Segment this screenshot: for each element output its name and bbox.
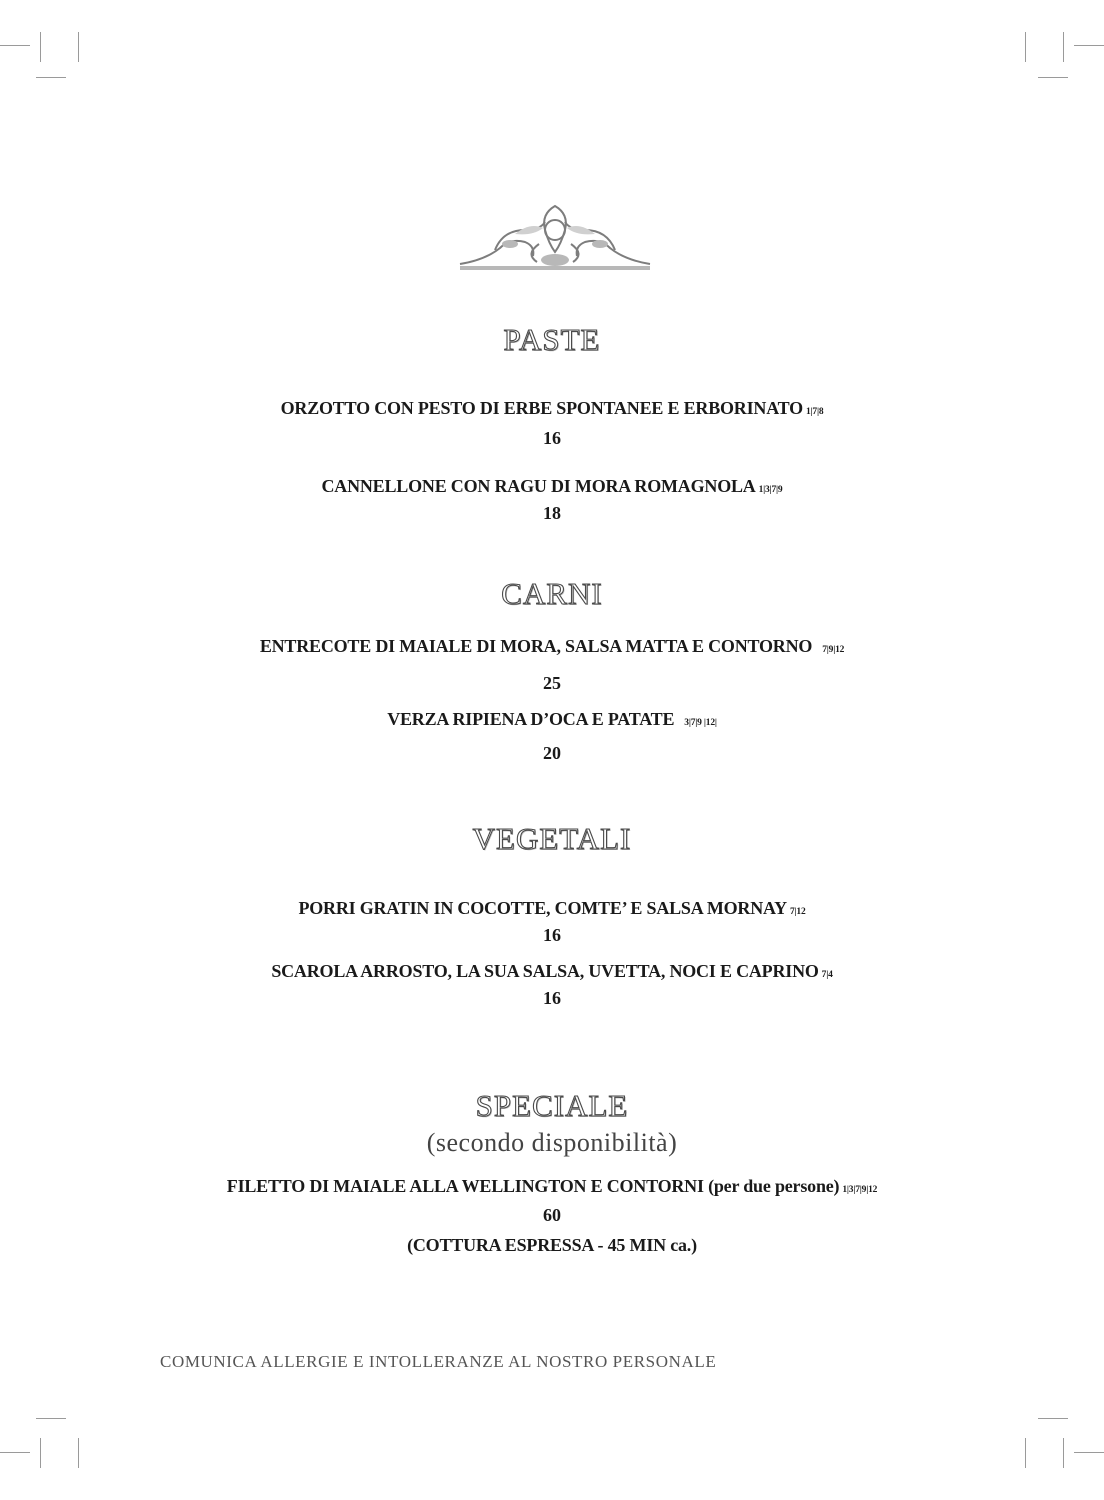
menu-item xyxy=(0,636,1104,657)
crop-mark xyxy=(78,1438,79,1468)
cooking-note: (COTTURA ESPRESSA - 45 MIN ca.) xyxy=(407,1235,697,1255)
allergen-codes: 1|3|7|9 xyxy=(758,485,783,495)
dish-name: ENTRECOTE DI MAIALE DI MORA, SALSA MATTA E CONTORNO xyxy=(259,636,813,656)
crop-mark xyxy=(78,32,79,62)
menu-item xyxy=(0,961,1104,982)
menu-item xyxy=(0,709,1104,730)
dish-name: ORZOTTO CON PESTO DI ERBE SPONTANEE E ERBORINATO xyxy=(280,398,803,418)
crop-mark xyxy=(0,1452,30,1453)
crop-mark xyxy=(1025,1438,1026,1468)
section-title-carni: CARNI xyxy=(501,576,603,611)
menu-item xyxy=(0,476,1104,497)
section-title-speciale: SPECIALE xyxy=(475,1088,629,1123)
section-subtitle: (secondo disponibilità) xyxy=(426,1128,678,1157)
dish-name: CANNELLONE CON RAGU DI MORA ROMAGNOLA xyxy=(321,476,756,496)
crop-mark xyxy=(36,77,66,78)
crop-mark xyxy=(1025,32,1026,62)
allergen-codes: 1|7|8 xyxy=(805,407,824,417)
menu-item xyxy=(0,898,1104,919)
crop-mark xyxy=(1038,1418,1068,1419)
allergen-codes: 3|7|9 |12| xyxy=(684,718,717,728)
dish-price: 16 xyxy=(543,925,561,945)
dish-price: 16 xyxy=(543,428,561,448)
allergen-codes: 7|12 xyxy=(789,907,806,917)
crop-mark xyxy=(1074,45,1104,46)
dish-name: FILETTO DI MAIALE ALLA WELLINGTON E CONTORNI (per due persone) xyxy=(226,1176,840,1196)
dish-price: 18 xyxy=(543,503,561,523)
allergen-codes: 7|9|12 xyxy=(822,645,845,655)
allergen-codes: 7|4 xyxy=(821,970,833,980)
crop-mark xyxy=(1063,32,1064,62)
section-title-vegetali: VEGETALI xyxy=(472,821,632,856)
dish-name: VERZA RIPIENA D’OCA E PATATE xyxy=(387,709,675,729)
dish-name: SCAROLA ARROSTO, LA SUA SALSA, UVETTA, NOCI E CAPRINO xyxy=(271,961,819,981)
section-title-paste: PASTE xyxy=(503,322,601,357)
allergen-codes: 1|3|7|9|12 xyxy=(842,1185,878,1195)
dish-price: 25 xyxy=(543,673,561,693)
dish-name: PORRI GRATIN IN COCOTTE, COMTE’ E SALSA MORNAY xyxy=(298,898,787,918)
crop-mark xyxy=(40,1438,41,1468)
crop-mark xyxy=(36,1418,66,1419)
menu-item xyxy=(0,1176,1104,1197)
crop-mark xyxy=(1074,1452,1104,1453)
crop-mark xyxy=(40,32,41,62)
dish-price: 16 xyxy=(543,988,561,1008)
crop-mark xyxy=(1038,77,1068,78)
baroque-ornament-icon xyxy=(455,200,655,272)
crop-mark xyxy=(1063,1438,1064,1468)
allergy-notice: COMUNICA ALLERGIE E INTOLLERANZE AL NOSTRO PERSONALE xyxy=(160,1352,717,1371)
dish-price: 60 xyxy=(543,1205,561,1225)
menu-item xyxy=(0,398,1104,419)
crop-mark xyxy=(0,45,30,46)
dish-price: 20 xyxy=(543,743,561,763)
